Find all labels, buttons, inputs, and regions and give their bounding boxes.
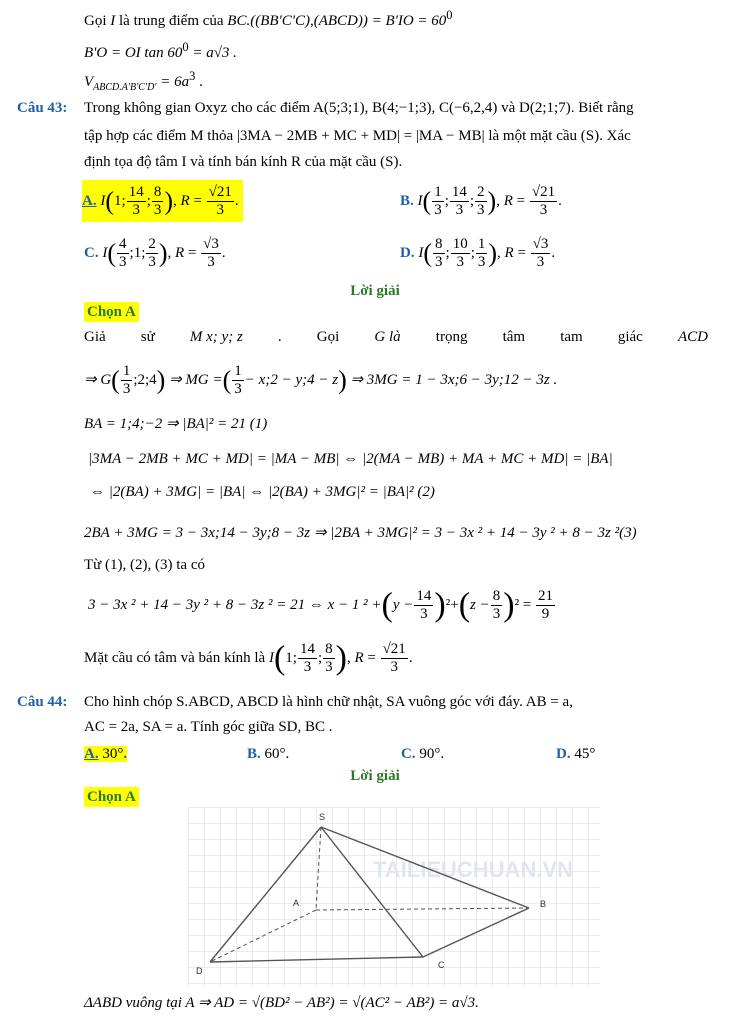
choose-answer-44: Chọn A (84, 787, 139, 807)
q44-option-c[interactable]: C. 90°. (401, 746, 445, 762)
label-b: B (540, 899, 547, 909)
solution-44-last-line: ΔABD vuông tại A ⇒ AD = √(BD² − AB²) = √(AC² − AB²) = a√3. (84, 995, 479, 1011)
option-b[interactable]: B. I( $\frac{1}{3}$ ; $\frac{14}{3}$ ; $\frac{2}{3}$ ), R = $\frac{√21}{3}$ . (400, 184, 562, 219)
intro-line-2: B'O = OI $\tan 60^0 = a√3$ . (84, 40, 237, 61)
solution-43-line-7: Từ (1), (2), (3) ta có (84, 557, 205, 573)
intro-line-3: $V_{ABCD.A'B'C'D'} = 6a^3$ . (84, 69, 203, 93)
question-44-stem-1: Cho hình chóp S.ABCD, ABCD là hình chữ nhật, SA vuông góc với đáy. AB = a, (84, 694, 573, 710)
question-43-stem-1: Trong không gian Oxyz cho các điểm A(5;3;1), B(4;−1;3), C(−6,2,4) và D(2;1;7). Biết rằng (84, 100, 634, 116)
solution-43-line-3: BA = 1;4;−2 ⇒ |BA|² = 21 (1) (84, 416, 268, 432)
option-c[interactable]: C. I( $\frac{4}{3}$ ;1; $\frac{2}{3}$ ), R = $\frac{√3}{3}$ . (84, 236, 226, 271)
solution-43-line-4: |3MA − 2MB + MC + MD| = |MA − MB| ⇔ |2(MA − MB) + MA + MC + MD| = |BA| (88, 451, 613, 467)
choose-answer-43: Chọn A (84, 302, 139, 322)
watermark: TAILIEUCHUAN.VN (373, 857, 574, 882)
label-s: S (319, 812, 326, 822)
solution-43-line-2: ⇒ G( $\frac{1}{3}$ ;2;4) ⇒ MG =( $\frac{1}{3}$ − x;2 − y;4 − z) ⇒ 3MG = 1 − 3x;6 − 3y;12 − 3z . (84, 363, 558, 398)
question-44-stem-2: AC = 2a, SA = a. Tính góc giữa SD, BC . (84, 719, 333, 735)
option-a[interactable]: A. I(1; $\frac{14}{3}$ ; $\frac{8}{3}$ ), R = $\frac{√21}{3}$ . (82, 180, 243, 222)
solution-title-44: Lời giải (350, 768, 400, 784)
solution-title-43: Lời giải (350, 283, 400, 299)
question-43-stem-3: định tọa độ tâm I và tính bán kính R của mặt cầu (S). (84, 154, 403, 170)
solution-43-line-9: Mặt cầu có tâm và bán kính là I(1; $\frac{14}{3}$ ; $\frac{8}{3}$ ), R = $\frac{√21}{3}$ . (84, 639, 413, 677)
question-43-label: Câu 43: (17, 100, 68, 116)
pyramid-figure (188, 807, 600, 987)
solution-43-line-1: Giả sử M x; y; z . Gọi G là trọng tâm tam giác ACD (84, 329, 708, 345)
label-c: C (438, 960, 445, 970)
question-43-stem-2: tập hợp các điểm M thỏa |3MA − 2MB + MC + MD| = |MA − MB| là một mặt cầu (S). Xác (84, 128, 631, 144)
label-d: D (196, 966, 203, 976)
q44-option-d[interactable]: D. 45° (556, 746, 596, 762)
question-44-label: Câu 44: (17, 694, 68, 710)
solution-43-line-8: 3 − 3x ² + 14 − 3y ² + 8 − 3z ² = 21 ⇔ x − 1 ² +(y − $\frac{14}{3}$ )²+(z − $\frac{8}{3}$ )² = $\frac{21}{9}$ (88, 586, 554, 624)
q44-option-b[interactable]: B. 60°. (247, 746, 290, 762)
option-d[interactable]: D. I( $\frac{8}{3}$ ; $\frac{10}{3}$ ; $\frac{1}{3}$ ), R = $\frac{√3}{3}$ . (400, 236, 556, 271)
solution-43-line-6: 2BA + 3MG = 3 − 3x;14 − 3y;8 − 3z ⇒ |2BA + 3MG|² = 3 − 3x ² + 14 − 3y ² + 8 − 3z ²(3) (84, 525, 637, 541)
q44-option-a[interactable]: A. 30°. (84, 746, 128, 762)
grid-background (188, 807, 600, 987)
intro-line-1: Gọi I là trung điểm của BC.((BB'C'C),(ABCD)) = $B'IO = 60^0$ (84, 8, 453, 29)
label-a: A (293, 898, 300, 908)
solution-43-line-5: ⇔ |2(BA) + 3MG| = |BA| ⇔ |2(BA) + 3MG|² = |BA|² (2) (90, 484, 435, 500)
